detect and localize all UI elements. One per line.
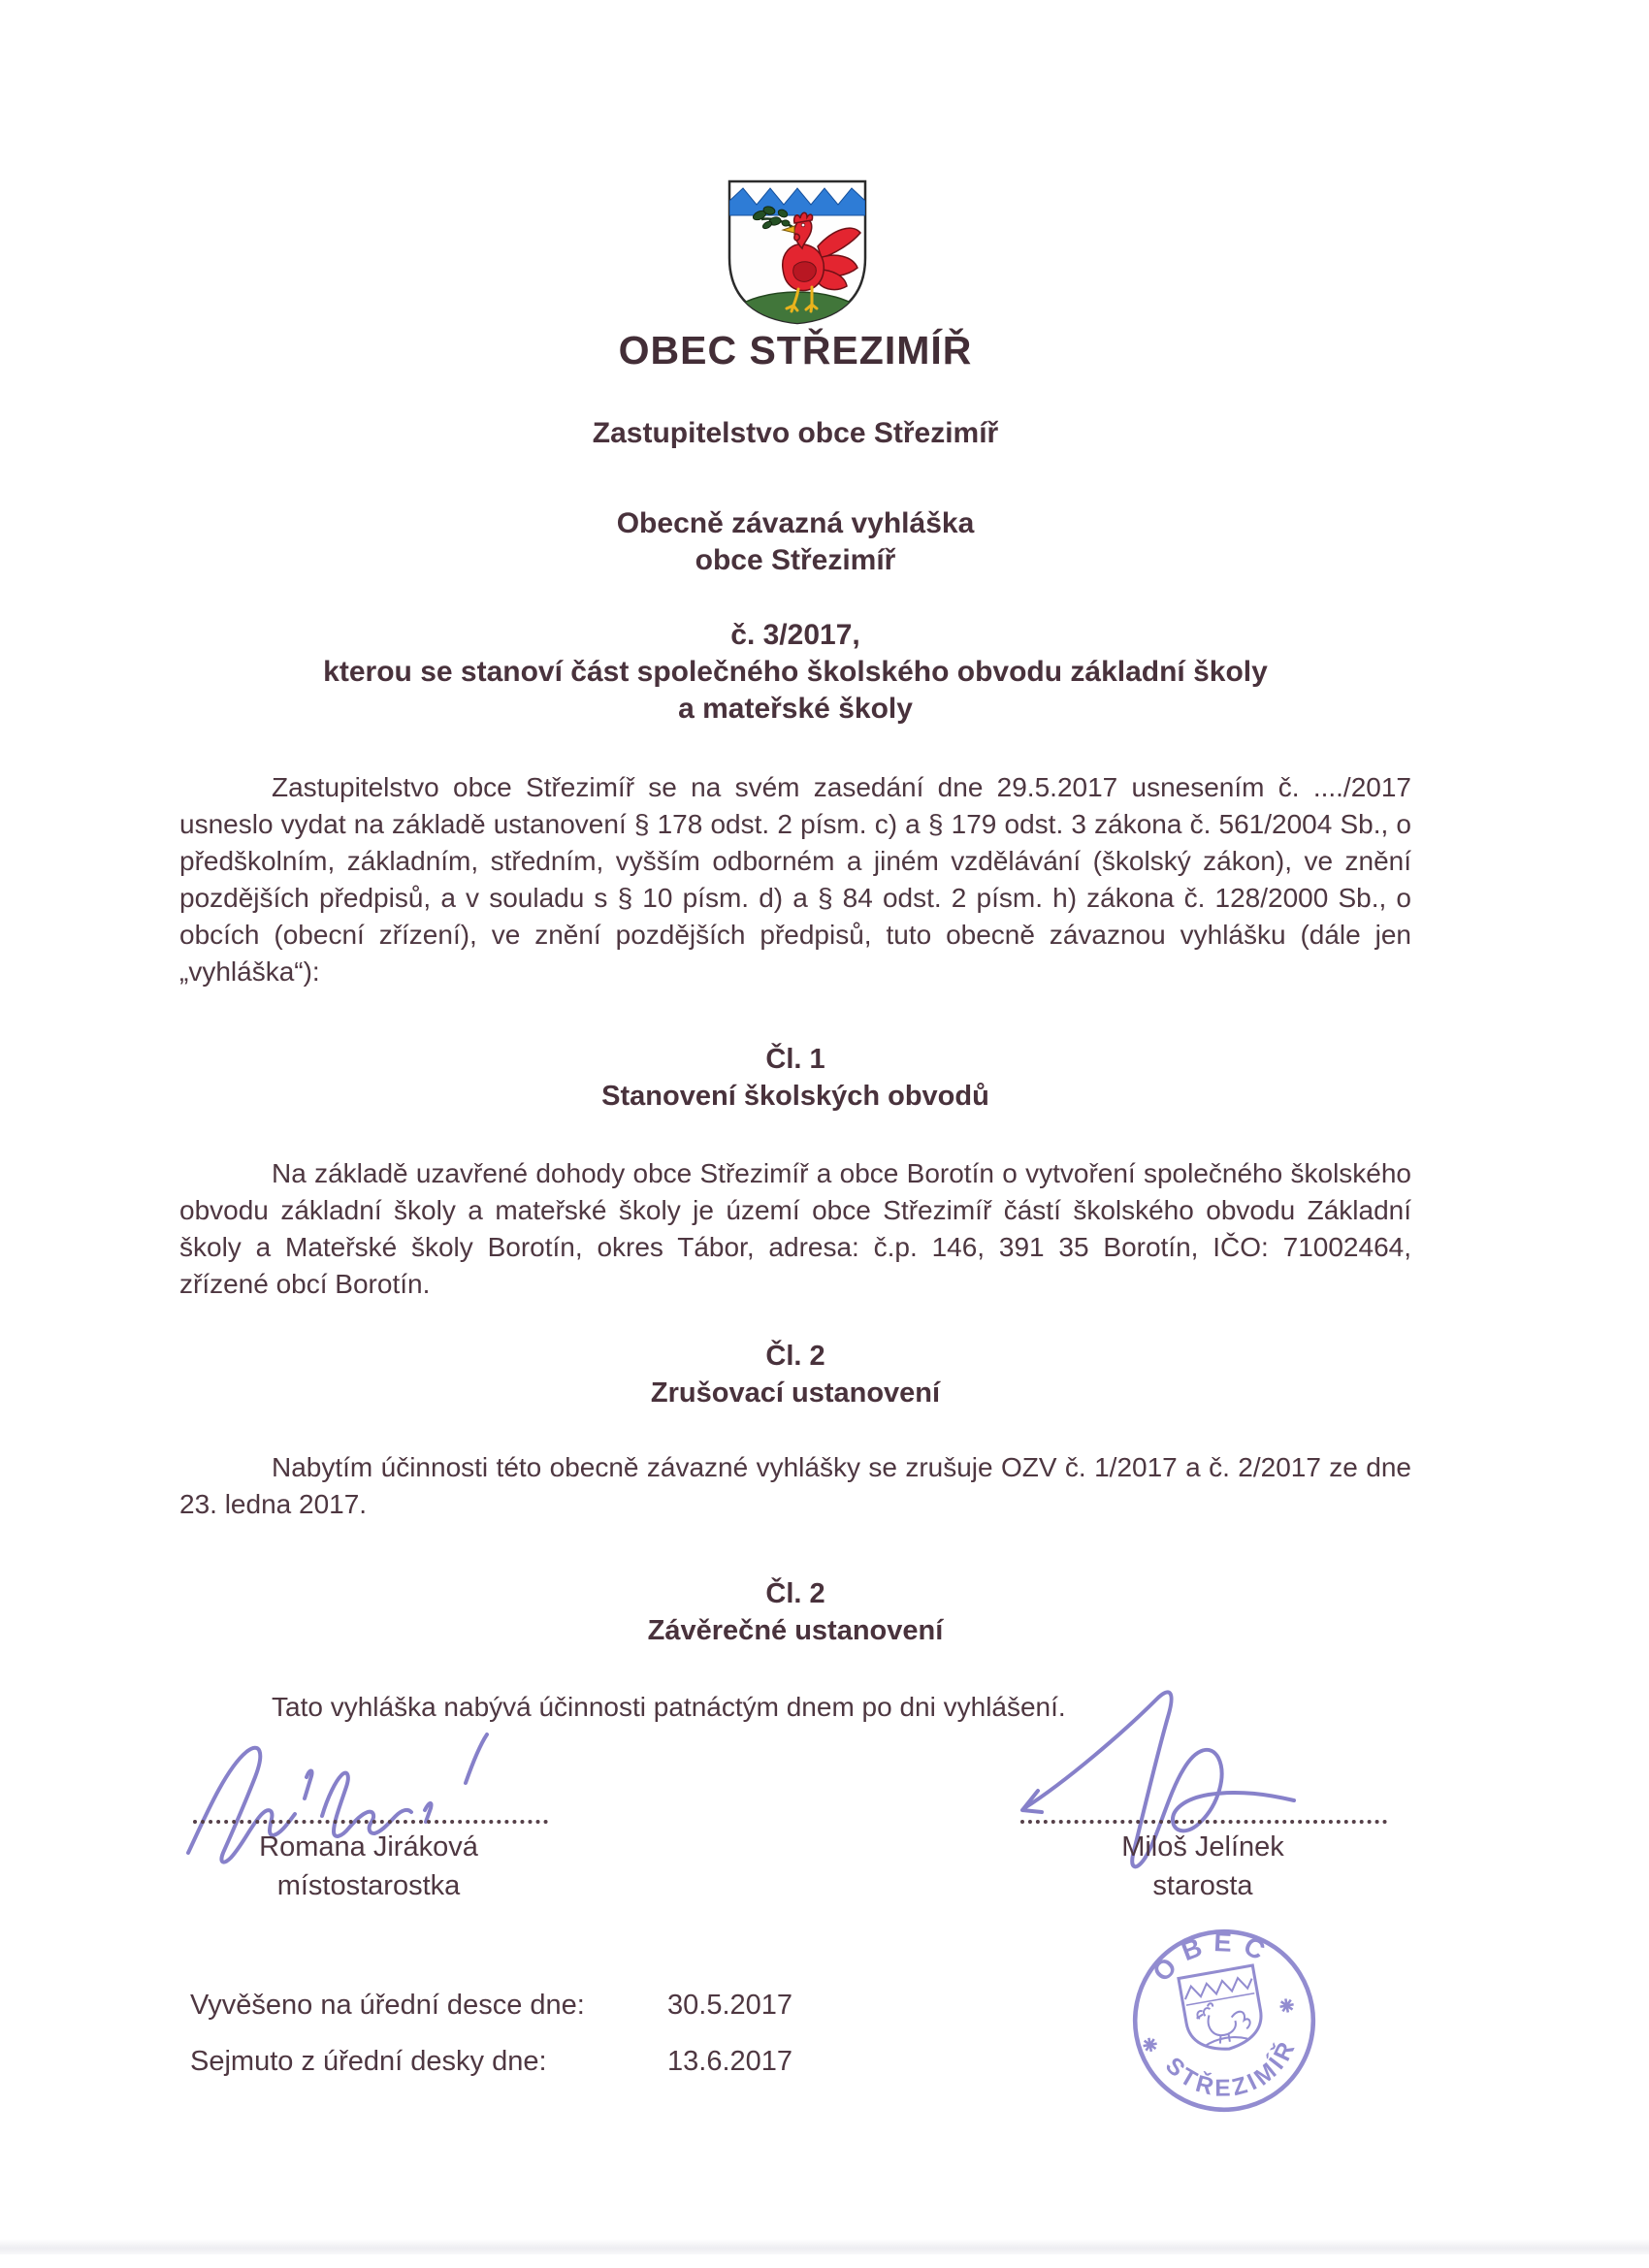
posted-date: 30.5.2017 [667, 1990, 793, 2021]
doc-number: č. 3/2017, [730, 619, 860, 651]
removed-row [190, 2033, 1063, 2090]
municipal-stamp-icon [1125, 1922, 1323, 2120]
article-3-number: Čl. 2 [765, 1578, 825, 1609]
stamp-bottom-text: STŘEZIMÍŘ [1159, 2034, 1303, 2102]
article-1-body: Na základě uzavřené dohody obce Střezimíř a obce Borotín o vytvoření společného školského obvodu základní školy a mateřské školy je území obce Střezimíř částí školského obvodu Základní školy a Mateřské školy Borotín, okres Tábor, adresa: č.p. 146, 391 35 Borotín, IČO: 71002464, zřízené obcí Borotín. [179, 1158, 1411, 1299]
preamble-paragraph: Zastupitelstvo obce Střezimíř se na svém zasedání dne 29.5.2017 usnesením č. ..../2017 usneslo vydat na základě ustanovení § 178 odst. 2 písm. c) a § 179 odst. 3 zákona č. 561/2004 Sb., o předškolním, základním, středním, vyšším odborném a jiném vzdělávání (školský zákon), ve znění pozdějších předpisů, a v souladu s § 10 písm. d) a § 84 odst. 2 písm. h) zákona č. 128/2000 Sb., o obcích (obecní zřízení), ve znění pozdějších předpisů, tuto obecně závaznou vyhlášku (dále jen „vyhláška“): [179, 772, 1411, 987]
posted-row [190, 1977, 1063, 2033]
subject-line2: a mateřské školy [678, 693, 913, 725]
svg-text:STŘEZIMÍŘ [1157, 2030, 1310, 2113]
signature-dotted-line [193, 1820, 548, 1824]
doc-type-line2: obce Střezimíř [695, 544, 896, 576]
signature-block-mayor [999, 1717, 1406, 1940]
article-1-title: Stanovení školských obvodů [601, 1081, 989, 1112]
article-2-number: Čl. 2 [765, 1341, 825, 1372]
doc-type-heading [179, 505, 1411, 579]
article-1-number: Čl. 1 [765, 1044, 825, 1075]
municipality-title: OBEC STŘEZIMÍŘ [618, 328, 973, 373]
doc-number-heading [179, 617, 1411, 728]
signer-role: starosta [1152, 1870, 1253, 1901]
article-3-heading [179, 1575, 1411, 1649]
scan-artifact-band [0, 2239, 1649, 2254]
issuer-heading: Zastupitelstvo obce Střezimíř [592, 417, 999, 449]
posted-label: Vyvěšeno na úřední desce dne: [190, 1990, 585, 2021]
stamp-shield-icon [1179, 1965, 1266, 2056]
removed-date: 13.6.2017 [667, 2046, 793, 2077]
signature-dotted-line [1020, 1820, 1387, 1824]
article-2-heading [179, 1338, 1411, 1411]
article-3-body: Tato vyhláška nabývá účinnosti patnáctým dnem po dni vyhlášení. [272, 1692, 1066, 1722]
doc-type-line1: Obecně závazná vyhláška [616, 507, 975, 539]
official-board-dates [190, 1977, 1063, 2090]
stamp-top-text: OBEC [1147, 1927, 1279, 1988]
signer-name: Romana Jiráková [259, 1831, 478, 1863]
article-3-title: Závěrečné ustanovení [647, 1615, 944, 1646]
removed-label: Sejmuto z úřední desky dne: [190, 2046, 547, 2077]
article-1-heading [179, 1041, 1411, 1115]
subject-line1: kterou se stanoví část společného školského obvodu základní školy [323, 656, 1268, 688]
coat-of-arms-icon [725, 177, 870, 328]
article-2-title: Zrušovací ustanovení [650, 1377, 941, 1409]
signature-block-vice-mayor [175, 1717, 563, 1940]
article-2-body: Nabytím účinnosti této obecně závazné vyhlášky se zrušuje OZV č. 1/2017 a č. 2/2017 ze dne 23. ledna 2017. [179, 1452, 1411, 1519]
signer-name: Miloš Jelínek [1121, 1831, 1284, 1863]
signer-role: místostarostka [276, 1870, 461, 1901]
